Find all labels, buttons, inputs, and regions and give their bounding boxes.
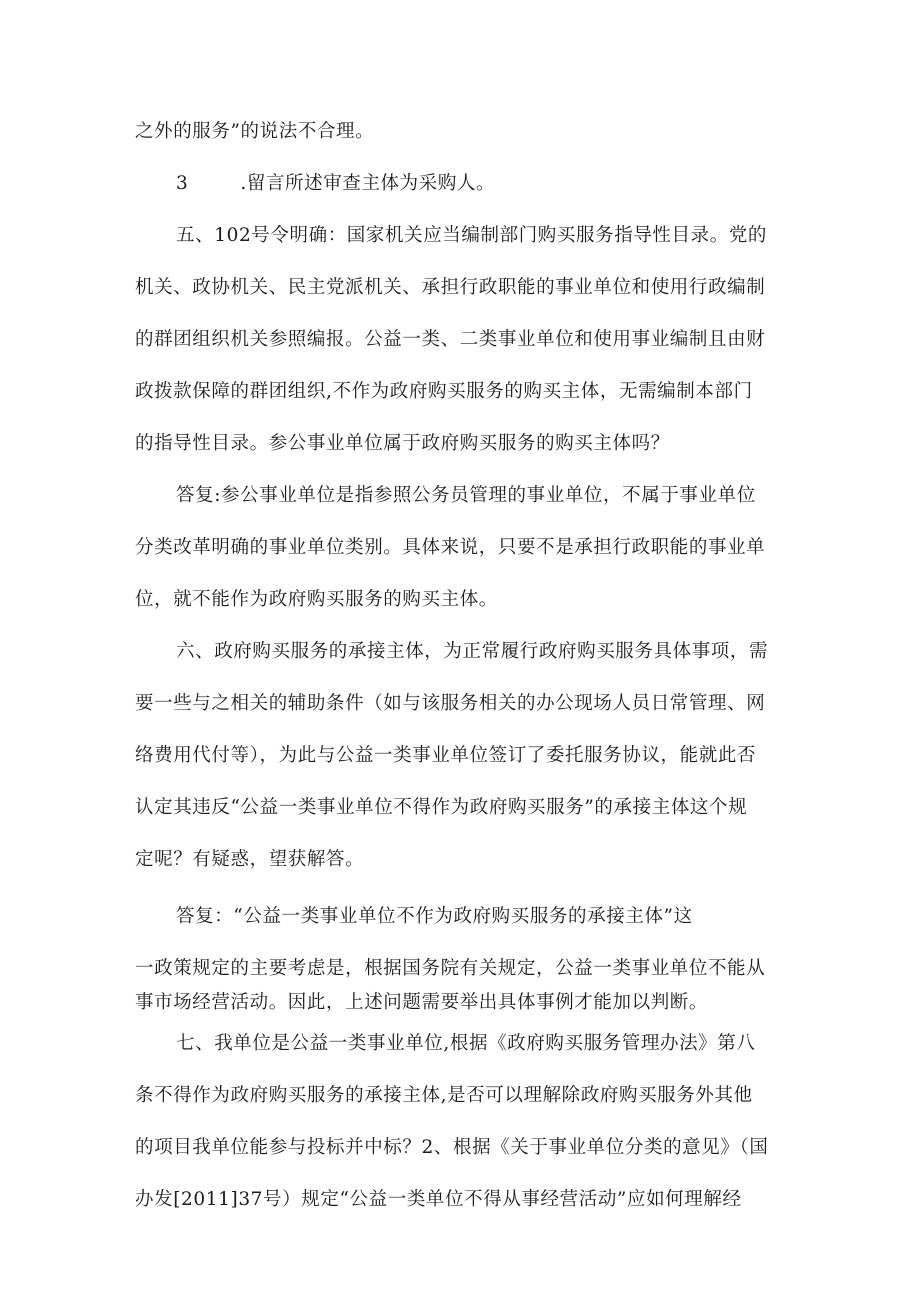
paragraph-first-line: 五、102号令明确：国家机关应当编制部门购买服务指导性目录。党的 [176,225,768,246]
text-line: 机关、政协机关、民主党派机关、承担行政职能的事业单位和使用行政编制 [135,277,766,298]
text-line: 的项目我单位能参与投标并中标？2、根据《关于事业单位分类的意见》（国 [135,1137,769,1158]
text-line: 定呢？有疑惑，望获解答。 [135,849,365,870]
text-line: 的群团组织机关参照编报。公益一类、二类事业单位和使用事业编制且由财 [135,329,766,350]
text-line: 之外的服务”的说法不合理。 [135,121,375,142]
text-line: 的指导性目录。参公事业单位属于政府购买服务的购买主体吗？ [135,433,670,454]
numbered-item [176,170,495,198]
item-number: 3 [176,173,189,194]
paragraph-first-line: 六、政府购买服务的承接主体，为正常履行政府购买服务具体事项，需 [176,641,769,662]
text-line: 一政策规定的主要考虑是，根据国务院有关规定，公益一类事业单位不能从 [135,958,766,979]
text-line: 认定其违反“公益一类事业单位不得作为政府购买服务”的承接主体这个规 [135,797,748,818]
text-line: 办发[2011]37号）规定“公益一类单位不得从事经营活动”应如何理解经 [135,1189,742,1210]
text-line: 要一些与之相关的辅助条件（如与该服务相关的办公现场人员日常管理、网 [135,693,766,714]
text-line: 位，就不能作为政府购买服务的购买主体。 [135,589,498,610]
text-line: 分类改革明确的事业单位类别。具体来说，只要不是承担行政职能的事业单 [135,537,766,558]
text-line: 条不得作为政府购买服务的承接主体,是否可以理解除政府购买服务外其他 [135,1085,753,1106]
text-line: 事市场经营活动。因此，上述问题需要举出具体事例才能加以判断。 [135,992,709,1013]
answer-first-line: 答复:参公事业单位是指参照公务员管理的事业单位，不属于事业单位 [176,485,756,506]
answer-first-line: 答复：“公益一类事业单位不作为政府购买服务的承接主体”这 [176,906,693,927]
text-line: 络费用代付等），为此与公益一类事业单位签订了委托服务协议，能就此否 [135,745,757,766]
text-line: 政拨款保障的群团组织,不作为政府购买服务的购买主体，无需编制本部门 [135,381,753,402]
paragraph-first-line: 七、我单位是公益一类事业单位,根据《政府购买服务管理办法》第八 [176,1033,756,1054]
item-text: .留言所述审查主体为采购人。 [240,173,496,194]
